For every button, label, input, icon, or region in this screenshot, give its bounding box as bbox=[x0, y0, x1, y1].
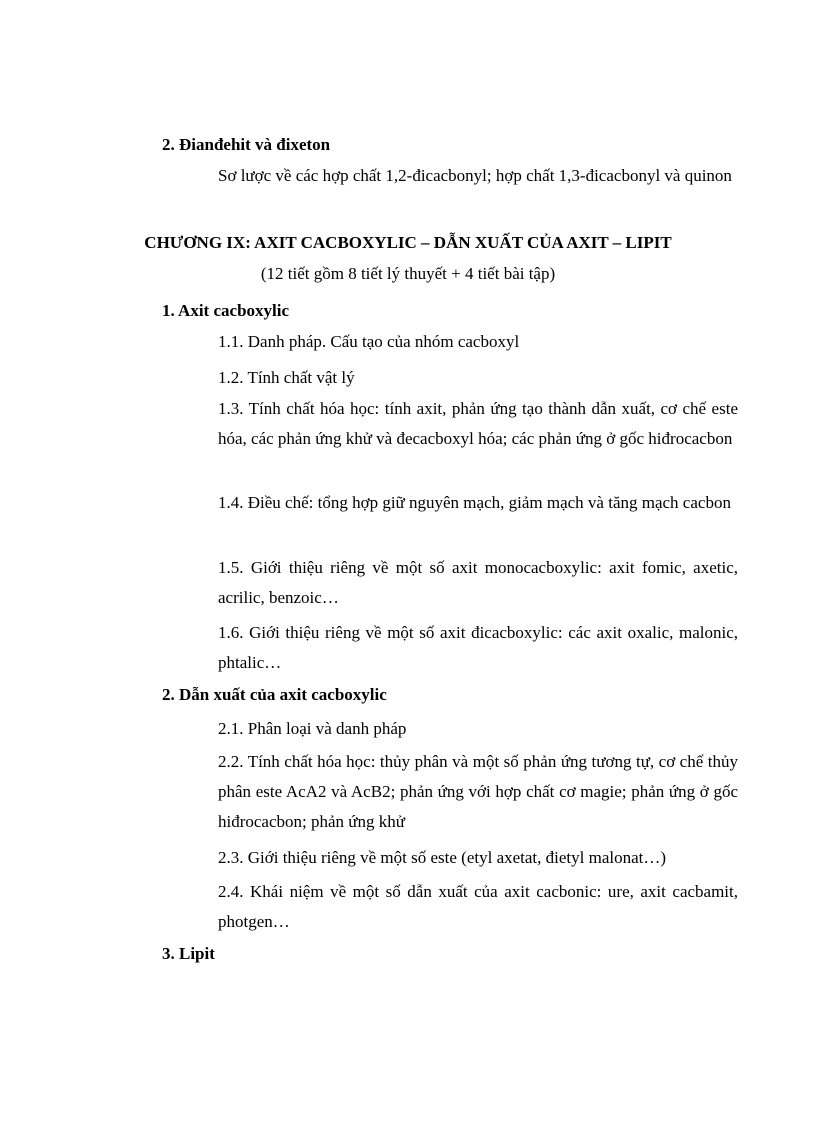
list-item: 2.1. Phân loại và danh pháp bbox=[218, 719, 407, 738]
list-item: 2.4. Khái niệm về một số dẫn xuất của axit cacbonic: ure, axit cacbamit, photgen… bbox=[218, 882, 738, 931]
list-item: 1.4. Điều chế: tổng hợp giữ nguyên mạch, giảm mạch và tăng mạch cacbon bbox=[218, 493, 731, 512]
section-heading-carboxylic-acid: 1. Axit cacboxylic bbox=[162, 301, 290, 320]
section-heading-dialdehyde: 2. Đianđehit và đixeton bbox=[162, 135, 331, 154]
section-heading-derivatives: 2. Dẫn xuất của axit cacboxylic bbox=[162, 685, 387, 704]
section-body-dialdehyde: Sơ lược về các hợp chất 1,2-đicacbonyl; hợp chất 1,3-đicacbonyl và quinon bbox=[218, 166, 732, 185]
chapter-title: CHƯƠNG IX: AXIT CACBOXYLIC – DẪN XUẤT CỦA AXIT – LIPIT bbox=[144, 233, 672, 252]
list-item: 1.2. Tính chất vật lý bbox=[218, 368, 355, 387]
list-item: 2.3. Giới thiệu riêng về một số este (etyl axetat, đietyl malonat…) bbox=[218, 848, 667, 867]
list-item: 1.1. Danh pháp. Cấu tạo của nhóm cacboxyl bbox=[218, 332, 520, 351]
list-item: 1.3. Tính chất hóa học: tính axit, phản ứng tạo thành dẫn xuất, cơ chế este hóa, các phản ứng khử và đecacboxyl hóa; các phản ứng ở gốc hiđrocacbon bbox=[218, 399, 738, 448]
list-item: 2.2. Tính chất hóa học: thủy phân và một số phản ứng tương tự, cơ chế thủy phân este AcA2 và AcB2; phản ứng với hợp chất cơ magie; phản ứng ở gốc hiđrocacbon; phản ứng khử bbox=[218, 752, 738, 831]
list-item: 1.6. Giới thiệu riêng về một số axit đicacboxylic: các axit oxalic, malonic, phtalic… bbox=[218, 623, 738, 672]
list-item: 1.5. Giới thiệu riêng về một số axit monocacboxylic: axit fomic, axetic, acrilic, benzoic… bbox=[218, 558, 738, 607]
chapter-subtitle: (12 tiết gồm 8 tiết lý thuyết + 4 tiết bài tập) bbox=[260, 264, 556, 283]
section-heading-lipid: 3. Lipit bbox=[162, 944, 215, 963]
